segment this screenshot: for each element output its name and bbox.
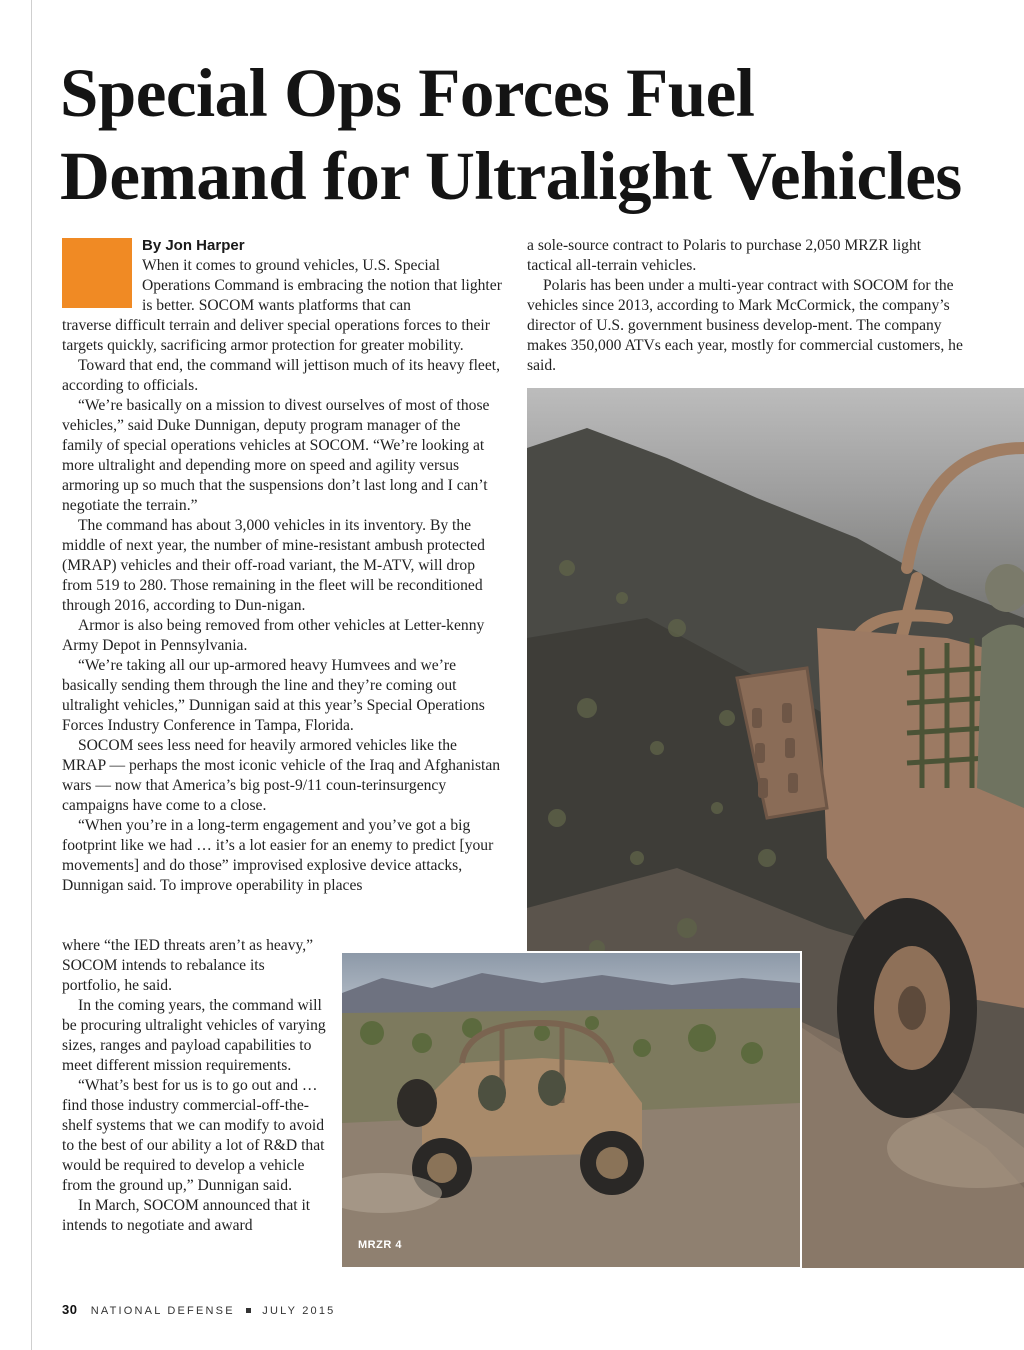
- article-paragraph: “When you’re in a long-term engagement and you’ve got a big footprint like we had … it’s a lot easier for an enemy to predict [your movements] and do those” improvised explosive device attacks, Dunnigan said. To improve operability in places: [62, 817, 494, 894]
- article-paragraph: The command has about 3,000 vehicles in its inventory. By the middle of next year, the number of mine-resistant ambush protected (MRAP) vehicles and their off-road variant, the M-ATV, will drop from 519 to 280. Those remaining in the fleet will be reconditioned through 2016, according to Dun-nigan.: [62, 517, 485, 614]
- right-column: [527, 236, 967, 376]
- headline-line-2: Demand for Ultralight Vehicles: [60, 138, 962, 214]
- page-number: 30: [62, 1302, 78, 1317]
- article-paragraph: a sole-source contract to Polaris to purchase 2,050 MRZR light tactical all-terrain vehicles.: [527, 237, 922, 274]
- inset-vehicle-photo: [340, 951, 802, 1269]
- article-paragraph: SOCOM sees less need for heavily armored vehicles like the MRAP — perhaps the most iconic vehicle of the Iraq and Afghanistan wars — now that America’s big post-9/11 coun-terinsurgency campaigns have come to a close.: [62, 737, 501, 814]
- left-column-narrow: [62, 936, 326, 1236]
- page-footer: [62, 1302, 335, 1317]
- photo-caption: MRZR 4: [358, 1239, 402, 1251]
- article-paragraph: where “the IED threats aren’t as heavy,” SOCOM intends to rebalance its portfolio, he said.: [62, 937, 314, 994]
- byline: By Jon Harper: [142, 237, 245, 254]
- article-paragraph: In the coming years, the command will be procuring ultralight vehicles of varying sizes, ranges and payload capabilities to meet different mission requirements.: [62, 997, 326, 1074]
- publication-name: NATIONAL DEFENSE: [90, 1305, 235, 1317]
- intro-paragraph: When it comes to ground vehicles, U.S. Special Operations Command is embracing the notion that lighter is better. SOCOM wants platforms that can: [142, 257, 502, 314]
- article-headline: [60, 52, 1010, 218]
- article-paragraph: “We’re basically on a mission to divest ourselves of most of those vehicles,” said Duke Dunnigan, deputy program manager of the family of special operations vehicles at SOCOM. “We’re looking at more ultralight and depending more on speed and agility versus armoring up so much that the suspensions don’t last long and I can’t negotiate the terrain.”: [62, 397, 490, 514]
- article-paragraph: Armor is also being removed from other vehicles at Letter-kenny Army Depot in Pennsylvania.: [62, 617, 485, 654]
- separator-square-icon: [246, 1308, 251, 1313]
- headline-line-1: Special Ops Forces Fuel: [60, 55, 755, 131]
- left-column: [62, 316, 502, 896]
- article-paragraph: Polaris has been under a multi-year contract with SOCOM for the vehicles since 2013, according to Mark McCormick, the company’s director of U.S. government business develop-ment. The company makes 350,000 ATVs each year, mostly for commercial customers, he said.: [527, 277, 963, 374]
- article-paragraph: “We’re taking all our up-armored heavy Humvees and we’re basically sending them through the line and they’re coming out ultralight vehicles,” Dunnigan said at this year’s Special Operations Forces Industry Conference in Tampa, Florida.: [62, 657, 485, 734]
- article-paragraph: traverse difficult terrain and deliver special operations forces to their targets quickly, sacrificing armor protection for greater mobility.: [62, 317, 490, 354]
- article-paragraph: In March, SOCOM announced that it intends to negotiate and award: [62, 1197, 311, 1234]
- issue-date: JULY 2015: [262, 1305, 336, 1317]
- section-marker-block: [62, 238, 132, 308]
- article-paragraph: “What’s best for us is to go out and … find those industry commercial-off-the-shelf systems that we can modify to avoid to the best of our ability a lot of R&D that would be required to develop a vehicle from the ground up,” Dunnigan said.: [62, 1077, 325, 1194]
- article-paragraph: Toward that end, the command will jettison much of its heavy fleet, according to officials.: [62, 357, 500, 394]
- page-margin-rule: [31, 0, 32, 1350]
